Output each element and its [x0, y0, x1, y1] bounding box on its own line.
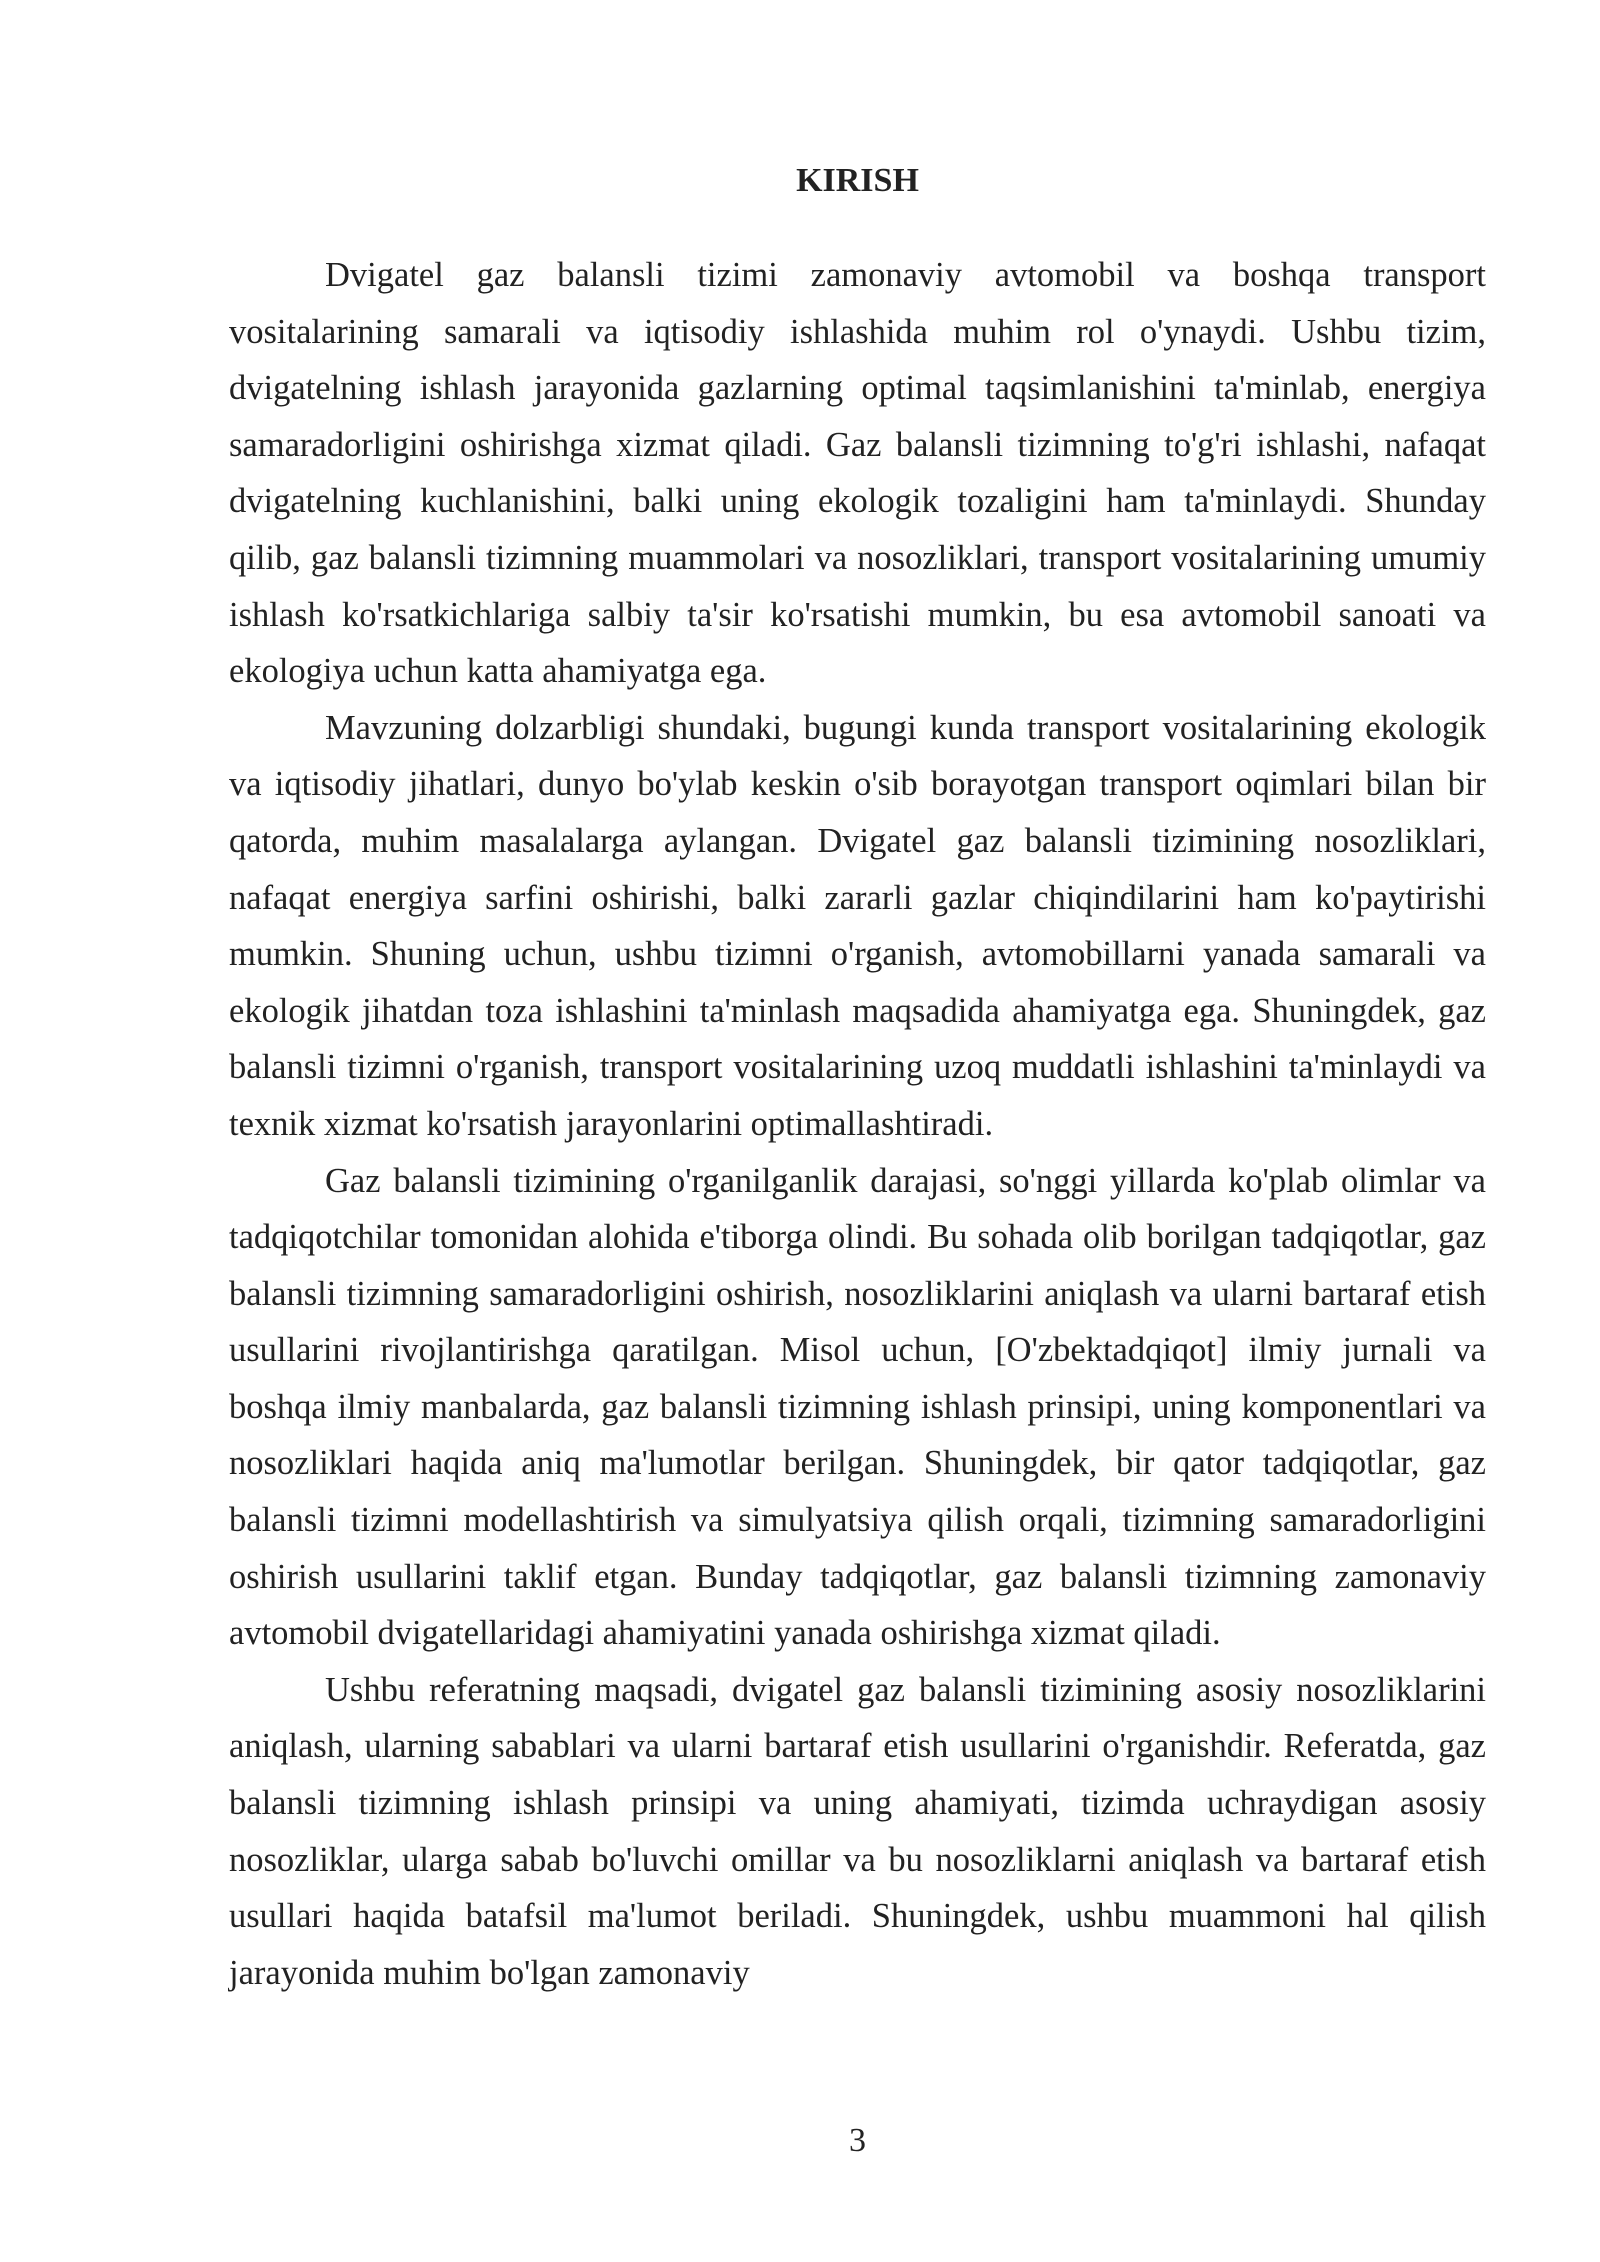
paragraph-purpose: Ushbu referatning maqsadi, dvigatel gaz balansli tizimining asosiy nosozliklarini aniqlash, ularning sabablari va ularni bartaraf etish usullarini o'rganishdir. Referatda, gaz balansli tizimning ishlash prinsipi va uning ahamiyati, tizimda uchraydigan asosiy nosozliklar, ularga sabab bo'luvchi omillar va bu nosozliklarni aniqlash va bartaraf etish usullari haqida batafsil ma'lumot beriladi. Shuningdek, ushbu muammoni hal qilish jarayonida muhim bo'lgan zamonaviy	[229, 1670, 1486, 1992]
section-heading: KIRISH	[796, 162, 919, 199]
paragraph-research-degree: Gaz balansli tizimining o'rganilganlik darajasi, so'nggi yillarda ko'plab olimlar va tadqiqotchilar tomonidan alohida e'tiborga olindi. Bu sohada olib borilgan tadqiqotlar, gaz balansli tizimning samaradorligini oshirish, nosozliklarini aniqlash va ularni bartaraf etish usullarini rivojlantirishga qaratilgan. Misol uchun, [O'zbektadqiqot] ilmiy jurnali va boshqa ilmiy manbalarda, gaz balansli tizimning ishlash prinsipi, uning komponentlari va nosozliklari haqida aniq ma'lumotlar berilgan. Shuningdek, bir qator tadqiqotlar, gaz balansli tizimni modellashtirish va simulyatsiya qilish orqali, tizimning samaradorligini oshirish usullarini taklif etgan. Bunday tadqiqotlar, gaz balansli tizimning zamonaviy avtomobil dvigatellaridagi ahamiyatini yanada oshirishga xizmat qiladi.	[229, 1161, 1486, 1653]
body-text	[229, 247, 1486, 2001]
paragraph-relevance: Mavzuning dolzarbligi shundaki, bugungi kunda transport vositalarining ekologik va iqtisodiy jihatlari, dunyo bo'ylab keskin o'sib borayotgan transport oqimlari bilan bir qatorda, muhim masalalarga aylangan. Dvigatel gaz balansli tizimining nosozliklari, nafaqat energiya sarfini oshirishi, balki zararli gazlar chiqindilarini ham ko'paytirishi mumkin. Shuning uchun, ushbu tizimni o'rganish, avtomobillarni yanada samarali va ekologik jihatdan toza ishlashini ta'minlash maqsadida ahamiyatga ega. Shuningdek, gaz balansli tizimni o'rganish, transport vositalarining uzoq muddatli ishlashini ta'minlaydi va texnik xizmat ko'rsatish jarayonlarini optimallashtiradi.	[229, 708, 1486, 1143]
paragraph-intro: Dvigatel gaz balansli tizimi zamonaviy avtomobil va boshqa transport vositalarining samarali va iqtisodiy ishlashida muhim rol o'ynaydi. Ushbu tizim, dvigatelning ishlash jarayonida gazlarning optimal taqsimlanishini ta'minlab, energiya samaradorligini oshirishga xizmat qiladi. Gaz balansli tizimning to'g'ri ishlashi, nafaqat dvigatelning kuchlanishini, balki uning ekologik tozaligini ham ta'minlaydi. Shunday qilib, gaz balansli tizimning muammolari va nosozliklari, transport vositalarining umumiy ishlash ko'rsatkichlariga salbiy ta'sir ko'rsatishi mumkin, bu esa avtomobil sanoati va ekologiya uchun katta ahamiyatga ega.	[229, 256, 1486, 691]
page-number: 3	[849, 2122, 866, 2159]
